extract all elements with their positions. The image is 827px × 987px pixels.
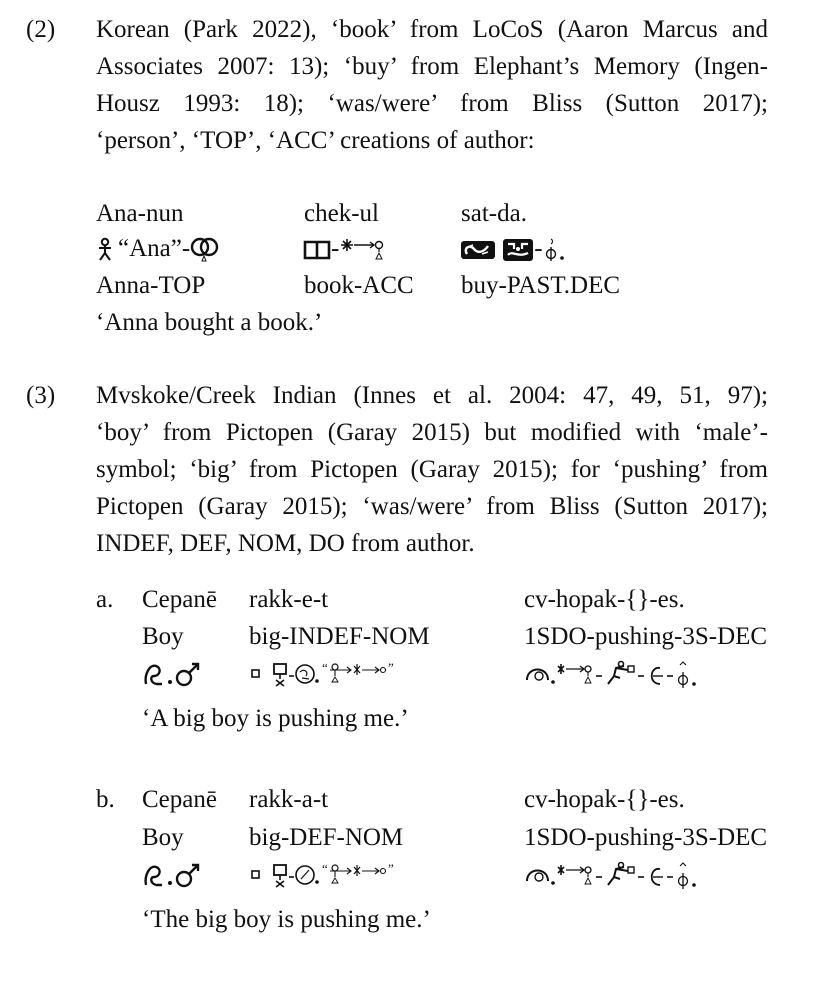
person-glyph-icon [96,238,118,262]
sub-label-a: a. [96,586,114,613]
gloss-anna-top: Anna-TOP [96,272,206,299]
translation-3a: ‘A big boy is pushing me.’ [142,705,409,732]
big-indef-nom-glyph-icon [249,660,439,699]
gloss-boy: Boy [142,623,184,650]
word-cv-hopak-es: cv-hopak-{}-es. [524,786,685,813]
description-line: INDEF, DEF, NOM, DO from author. [96,530,475,557]
big-def-nom-glyph-icon [249,861,439,900]
book-icon [303,238,331,262]
name-in-quotes: “Ana” [118,235,182,262]
sub-label-b: b. [96,786,115,813]
translation-2: ‘Anna bought a book.’ [96,309,323,336]
example-2-description [96,12,768,160]
word-cepane: Cepanē [142,786,217,813]
description-line: Mvskoke/Creek Indian (Innes et al. 2004: 47, 49, 51, 97); [96,382,768,409]
description-line: Housz 1993: 18); ‘was/were’ from Bliss (Sutton 2017); [96,90,768,117]
word-rakk-e-t: rakk-e-t [249,586,329,613]
gloss-1sdo-pushing: 1SDO-pushing-3S-DEC [524,623,768,650]
symbol-line-anna: “Ana”- [96,231,220,267]
svg-text:“: “ [322,660,328,675]
word-cepane: Cepanē [142,586,217,613]
past-declarative-icon [543,237,567,263]
symbol-line-book: - [303,231,389,267]
svg-text:”: ” [388,861,394,876]
word-cv-hopak-es: cv-hopak-{}-es. [524,586,685,613]
gloss-book-acc: book-ACC [304,272,414,299]
description-line: Associates 2007: 13); ‘buy’ from Elephant’s Memory (Ingen- [96,53,768,80]
svg-text:“: “ [322,861,328,876]
topic-marker-icon [190,237,220,263]
word-ana-nun: Ana-nun [96,200,184,227]
accusative-marker-icon [339,237,389,263]
gloss-buy-past-dec: buy-PAST.DEC [461,272,621,299]
exchange-glyph-icon [502,238,534,262]
description-line: ‘person’, ‘TOP’, ‘ACC’ creations of author: [96,127,535,154]
symbol-line-buy: - [460,231,567,267]
description-line: Pictopen (Garay 2015); ‘was/were’ from Bliss (Sutton 2017); [96,493,768,520]
description-line: ‘boy’ from Pictopen (Garay 2015) but modified with ‘male’- [96,419,768,446]
pushing-glyph-icon [524,660,754,701]
gloss-big-def-nom: big-DEF-NOM [249,824,404,851]
svg-text:”: ” [388,660,394,675]
word-chek-ul: chek-ul [304,200,379,227]
example-number-2: (2) [26,16,56,43]
example-3-description [96,378,768,563]
description-line: Korean (Park 2022), ‘book’ from LoCoS (Aaron Marcus and [96,16,768,43]
pushing-glyph-icon [524,861,754,902]
translation-3b: ‘The big boy is pushing me.’ [142,906,431,933]
boy-male-symbol-icon [142,861,222,900]
gloss-boy: Boy [142,824,184,851]
gloss-big-indef-nom: big-INDEF-NOM [249,623,430,650]
buy-glyph-icon [460,239,496,261]
example-number-3: (3) [26,382,56,409]
word-rakk-a-t: rakk-a-t [249,786,329,813]
gloss-1sdo-pushing: 1SDO-pushing-3S-DEC [524,824,768,851]
boy-male-symbol-icon [142,660,222,699]
word-sat-da: sat-da. [461,200,527,227]
description-line: symbol; ‘big’ from Pictopen (Garay 2015); for ‘pushing’ from [96,456,768,483]
